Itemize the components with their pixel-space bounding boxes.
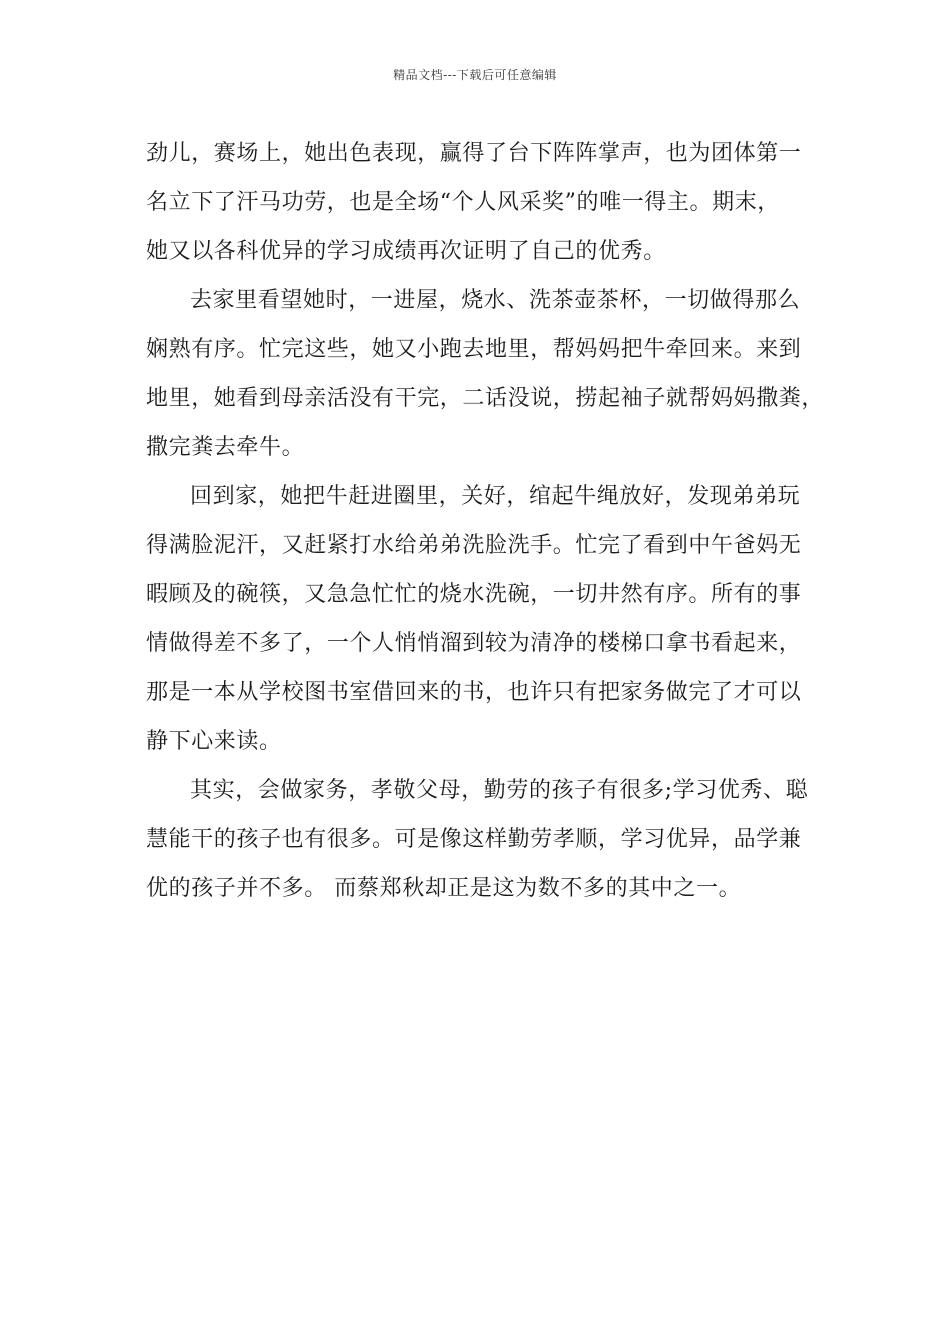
paragraph-1 (146, 129, 814, 276)
text-line: 慧能干的孩子也有很多。可是像这样勤劳孝顺，学习优异，品学兼 (146, 827, 802, 852)
text-line: 暇顾及的碗筷，又急急忙忙的烧水洗碗，一切井然有序。所有的事 (146, 582, 802, 607)
text-line: 娴熟有序。忙完这些，她又小跑去地里，帮妈妈把牛牵回来。来到 (146, 337, 802, 362)
text-line: 静下心来读。 (146, 729, 282, 754)
page-header: 精品文档---下载后可任意编辑 (393, 68, 557, 82)
text-line: 劲儿，赛场上，她出色表现，赢得了台下阵阵掌声，也为团体第一 (146, 141, 802, 166)
text-line: 地里，她看到母亲活没有干完，二话没说，捞起袖子就帮妈妈撒粪， (146, 386, 825, 411)
text-line: 其实，会做家务，孝敬父母，勤劳的孩子有很多;学习优秀、聪 (190, 778, 809, 803)
text-line: 优的孩子并不多。 而蔡郑秋却正是这为数不多的其中之一。 (146, 876, 742, 901)
paragraph-3 (146, 472, 814, 766)
text-line: 撒完粪去牵牛。 (146, 435, 305, 460)
text-line: 那是一本从学校图书室借回来的书，也许只有把家务做完了才可以 (146, 680, 802, 705)
text-line: 得满脸泥汗，又赶紧打水给弟弟洗脸洗手。忙完了看到中午爸妈无 (146, 533, 802, 558)
paragraph-4 (146, 766, 814, 913)
text-line: 她又以各科优异的学习成绩再次证明了自己的优秀。 (146, 239, 666, 264)
text-line: 去家里看望她时，一进屋，烧水、洗茶壶茶杯，一切做得那么 (190, 288, 801, 313)
document-body (146, 129, 825, 913)
text-line: 情做得差不多了，一个人悄悄溜到较为清净的楼梯口拿书看起来， (146, 631, 802, 656)
paragraph-2 (146, 276, 825, 472)
text-line: 回到家，她把牛赶进圈里，关好，绾起牛绳放好，发现弟弟玩 (190, 484, 801, 509)
text-line: 名立下了汗马功劳，也是全场“个人风采奖”的唯一得主。期末， (146, 190, 780, 215)
